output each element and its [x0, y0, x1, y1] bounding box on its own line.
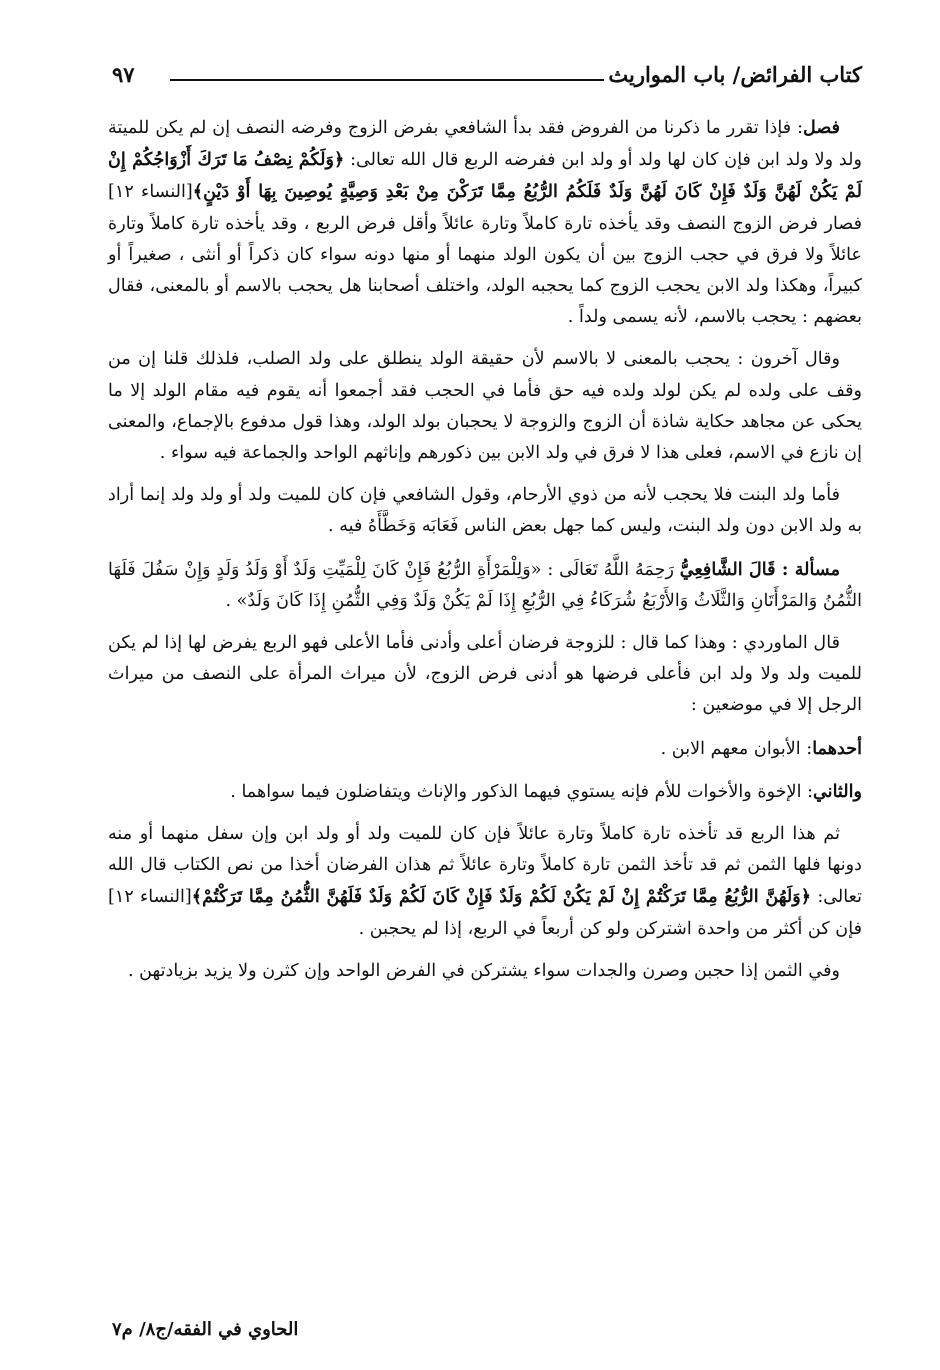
paragraph [108, 628, 862, 722]
body-text [108, 112, 862, 998]
quran-verse: ﴿وَلَهُنَّ الرُّبُعُ مِمَّا تَرَكْتُمْ إِنْ لَمْ يَكُنْ لَكُمْ وَلَدٌ فَإِنْ كَانَ لَكُمْ وَلَدٌ فَلَهُنَّ الثُّمُنُ مِمَّا تَرَكْتُمْ﴾ [191, 886, 812, 908]
paragraph-text: فأما ولد البنت فلا يحجب لأنه من ذوي الأرحام، وقول الشافعي فإن كان للميت ولد أو ولد ولد إنما أراد به ولد الابن دون ولد البنت، وليس كما جهل بعض الناس فَعَابَه وَخَطَّأَهُ فيه . [108, 485, 862, 537]
quran-verse: ﴿وَلَكُمْ نِصْفُ مَا تَرَكَ أَزْوَاجُكُمْ إِنْ لَمْ يَكُنْ لَهُنَّ وَلَدٌ فَإِنْ كَانَ لَهُنَّ وَلَدٌ فَلَكُمُ الرُّبُعُ مِمَّا تَرَكْنَ مِنْ بَعْدِ وَصِيَّةٍ يُوصِينَ بِهَا أَوْ دَيْنٍ﴾ [108, 149, 863, 203]
page-header [112, 62, 862, 94]
paragraph-text: [النساء ١٢] فصار فرض الزوج النصف وقد يأخذه تارة كاملاً وتارة عائلاً وأقل فرض الربع ، وقد يأخذه تارة كاملاً وتارة عائلاً ولا فرق في حجب الزوج بين أن يكون الولد منهما أو منها دونه سواء كان ذكراً أو أنثى ، صغيراً أو كبيراً، وهكذا ولد الابن يحجب الزوج كما يحجبه الولد، واختلف أصحابنا هل يحجب بالاسم أو بالمعنى، فقال بعضهم : يحجب بالاسم، لأنه يسمى ولداً . [108, 182, 862, 328]
page-number: ٩٧ [112, 62, 135, 87]
paragraph-text: وقال آخرون : يحجب بالمعنى لا بالاسم لأن حقيقة الولد ينطلق على ولد الصلب، فلذلك قلنا إن من وقف على ولده لم يكن لولد ولده فيه حق فأما في الحجب فقد أجمعوا أنه يقوم فيه مقام الولد إلا ما يحكى عن مجاهد حكاية شاذة أن الزوج والزوجة لا يحجبان بولد الولد، وهذا قول مدفوع بالإجماع، والمعنى إن نازع في الاسم، فعلى هذا لا فرق في ولد الابن بين ذكورهم وإناثهم الواحد والجماعة فيه سواء . [108, 349, 862, 464]
paragraph [108, 956, 862, 987]
paragraph-text: ثم هذا الربع قد تأخذه تارة كاملاً وتارة عائلاً فإن كان للميت ولد أو ولد ابن وإن سفل منهما أو منه دونها فلها الثمن ثم قد تأخذ الثمن تارة كاملاً وتارة عائلاً ثم هذان الفرضان أخذا من نص الكتاب قال الله تعالى: [108, 824, 863, 908]
paragraph-text: : الأبوان معهم الابن . [660, 738, 813, 759]
paragraph-text: : الإخوة والأخوات للأم فإنه يستوي فيهما الذكور والإناث ويتفاضلون فيما سواهما . [230, 781, 814, 802]
paragraph-second-case [108, 776, 862, 808]
section-heading: فصل [803, 117, 840, 138]
paragraph [108, 819, 862, 945]
paragraph [108, 480, 862, 542]
paragraph-text: : فإذا تقرر ما ذكرنا من الفروض فقد بدأ الشافعي بفرض الزوج وفرضه النصف إن لم يكن للميتة ولد ولا ولد ابن فإن كان لها ولد أو ولد ابن ففرضه الربع قال الله تعالى: [108, 118, 862, 171]
paragraph-text: قال الماوردي : وهذا كما قال : للزوجة فرضان أعلى وأدنى فأما الأعلى فهو الربع يفرض لها إذا لم يكن للميت ولد ولا ولد ابن فأعلى فرضها هو أدنى فرض الزوج، لأن ميراث المرأة على النصف من ميراث الرجل إلا في موضعين : [108, 633, 862, 716]
paragraph-fasl [108, 112, 862, 333]
case-heading: أحدهما [812, 737, 862, 759]
paragraph-text: وفي الثمن إذا حجبن وصرن والجدات سواء يشتركن في الفرض الواحد وإن كثرن ولا يزيد بزيادتهن . [127, 960, 840, 981]
issue-heading: مسألة : قَالَ الشَّافِعِيُّ [679, 558, 840, 580]
paragraph-masala [108, 554, 862, 617]
case-heading: والثاني [813, 780, 862, 802]
page-footer: الحاوي في الفقه/ج٨/ م٧ [112, 1319, 299, 1340]
paragraph-text: [النساء ١٢] فإن كن أكثر من واحدة اشتركن ولو كن أربعاً في الربع، إذا لم يحجبن . [108, 887, 862, 939]
running-title: كتاب الفرائض/ باب المواريث [608, 62, 862, 87]
paragraph-text: رَحِمَهُ اللَّهُ تَعَالَى : «وَلِلْمَرْأَةِ الرُّبُعُ فَإِنْ كَانَ لِلْمَيِّتِ وَلَدٌ أَوْ وَلَدُ وَلَدٍ وَإِنْ سَفُلَ فَلَهَا الثُّمُنُ وَالمَرْأَتَانِ وَالثَّلَاثُ وَالأَرْبَعُ شُرَكَاءُ فِي الرُّبُعِ إِذَا لَمْ يَكُنْ وَلَدٌ وَفِي الثُّمُنِ إِذَا كَانَ وَلَدٌ» . [108, 559, 862, 611]
paragraph-first-case [108, 733, 862, 765]
paragraph [108, 344, 862, 469]
header-rule [170, 79, 604, 81]
